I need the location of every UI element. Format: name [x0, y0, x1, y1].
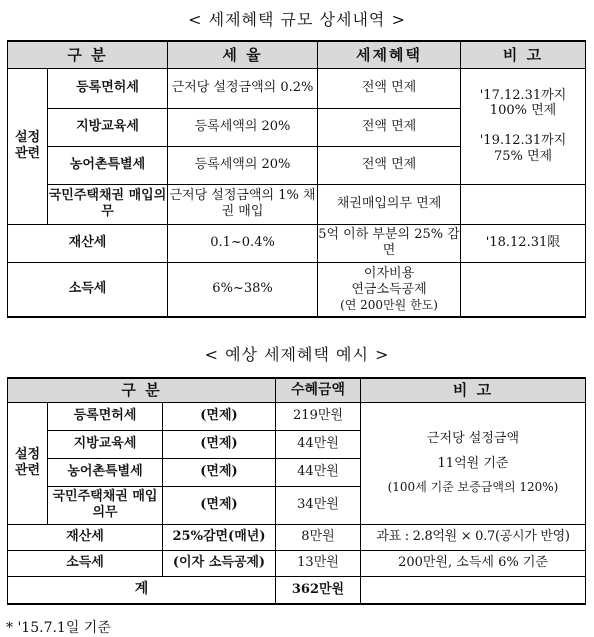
row-name: 국민주택채권 매입의무 [48, 486, 163, 524]
income-tax-amount: 13만원 [276, 550, 361, 576]
property-tax-note: 25%감면(매년) [163, 524, 276, 550]
group-label-line2: 관련 [14, 146, 41, 161]
remarks-line2: 11억원 기준 [437, 455, 509, 471]
group-label [8, 68, 48, 224]
group-label-line2: 관련 [14, 463, 41, 478]
row-amount: 44만원 [276, 458, 361, 486]
expected-tax-benefit-table [7, 377, 586, 605]
income-tax-benefit-line2: 연금소득공제 [351, 282, 427, 298]
row-benefit: 전액 면제 [318, 146, 461, 184]
table1-title: < 세제혜택 규모 상세내역 > [188, 10, 406, 29]
remarks-line3: (100세 기준 보증금액의 120%) [387, 480, 559, 495]
row-note: (면제) [163, 458, 276, 486]
row-benefit: 전액 면제 [318, 68, 461, 108]
header-category: 구 분 [8, 378, 276, 402]
row-name: 지방교육세 [48, 430, 163, 458]
income-tax-remarks [461, 262, 586, 317]
income-tax-benefit [318, 262, 461, 317]
header-tax-benefit: 세제혜택 [318, 41, 461, 68]
table2-title: < 예상 세제혜택 예시 > [204, 345, 390, 364]
row-rate: 근저당 설정금액의 1% 채권 매입 [168, 184, 318, 224]
row-name: 국민주택채권 매입의무 [48, 184, 168, 224]
row-note: (면제) [163, 430, 276, 458]
header-tax-rate: 세 율 [168, 41, 318, 68]
row-name: 지방교육세 [48, 108, 168, 146]
income-tax-remarks: 200만원, 소득세 6% 기준 [361, 550, 586, 576]
remarks-group [461, 68, 586, 184]
group-label-line1: 설정 [14, 447, 41, 463]
row-note: (면제) [163, 402, 276, 430]
footnote: * '15.7.1일 기준 [6, 620, 111, 636]
tax-benefit-detail-table [7, 40, 586, 318]
remarks-line2: 100% 면제 [489, 103, 557, 119]
property-tax-remarks: '18.12.31限 [461, 224, 586, 262]
row-benefit: 전액 면제 [318, 108, 461, 146]
row-name: 등록면허세 [48, 68, 168, 108]
row-name: 농어촌특별세 [48, 458, 163, 486]
remarks-empty [461, 184, 586, 224]
row-amount: 34만원 [276, 486, 361, 524]
total-remarks [361, 576, 586, 604]
income-tax-name: 소득세 [8, 550, 163, 576]
row-name: 농어촌특별세 [48, 146, 168, 184]
header-amount: 수혜금액 [276, 378, 361, 402]
income-tax-note: (이자 소득공제) [163, 550, 276, 576]
header-remarks: 비 고 [461, 41, 586, 68]
group-label-line1: 설정 [14, 130, 41, 146]
property-tax-remarks: 과표 : 2.8억원 × 0.7(공시가 반영) [361, 524, 586, 550]
property-tax-name: 재산세 [8, 524, 163, 550]
row-note: (면제) [163, 486, 276, 524]
row-name: 등록면허세 [48, 402, 163, 430]
remarks-line3: '19.12.31까지 [479, 133, 567, 148]
income-tax-benefit-line1: 이자비용 [363, 266, 415, 282]
row-amount: 44만원 [276, 430, 361, 458]
income-tax-benefit-line3: (연 200만원 한도) [340, 297, 438, 312]
row-rate: 근저당 설정금액의 0.2% [168, 68, 318, 108]
remarks-line4: 75% 면제 [493, 148, 553, 164]
remarks-line1: '17.12.31까지 [479, 87, 567, 103]
property-tax-amount: 8만원 [276, 524, 361, 550]
row-amount: 219만원 [276, 402, 361, 430]
total-amount: 362만원 [276, 576, 361, 604]
property-tax-rate: 0.1~0.4% [168, 224, 318, 262]
remarks-line1: 근저당 설정금액 [426, 430, 520, 446]
income-tax-name: 소득세 [8, 262, 168, 317]
header-category: 구 분 [8, 41, 168, 68]
total-label: 계 [8, 576, 276, 604]
property-tax-name: 재산세 [8, 224, 168, 262]
header-remarks: 비 고 [361, 378, 586, 402]
row-rate: 등록세액의 20% [168, 108, 318, 146]
row-rate: 등록세액의 20% [168, 146, 318, 184]
remarks-group [361, 402, 586, 524]
group-label [8, 402, 48, 524]
property-tax-benefit: 5억 이하 부분의 25% 감면 [318, 224, 461, 262]
row-benefit: 채권매입의무 면제 [318, 184, 461, 224]
income-tax-rate: 6%~38% [168, 262, 318, 317]
